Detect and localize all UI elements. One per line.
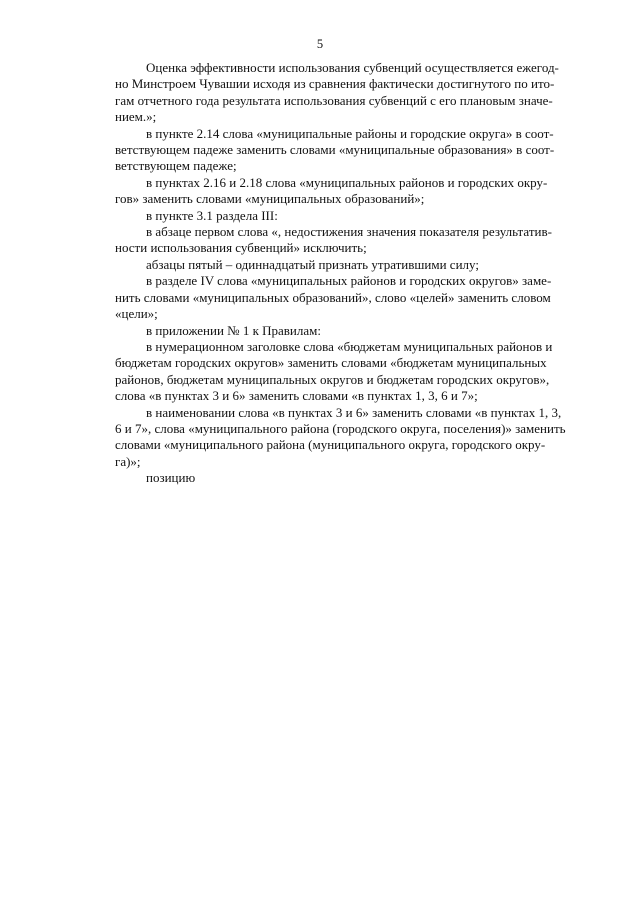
paragraph-subparagraphs-void: абзацы пятый – одиннадцатый признать утратившими силу; bbox=[146, 256, 479, 272]
paragraph-clause-3-1-section-3: в пункте 3.1 раздела III: bbox=[146, 207, 278, 223]
document-body bbox=[115, 60, 594, 487]
paragraph-section-4: в разделе IV слова «муниципальных районов и городских округов» заме- нить словами «муниципальных образований», слово «целей» заменить словом «цели»; bbox=[115, 273, 552, 322]
page-number: 5 bbox=[316, 37, 324, 51]
paragraph-clauses-2-16-2-18: в пунктах 2.16 и 2.18 слова «муниципальных районов и городских окру- гов» заменить словами «муниципальных образований»; bbox=[115, 174, 548, 207]
paragraph-numbering-header: в нумерационном заголовке слова «бюджетам муниципальных районов и бюджетам городских округов» заменить словами «бюджетам муниципальных районов, бюджетам муниципальных округов и бюджетам городских округов», слова «в пунктах 3 и 6» заменить словами «в пунктах 1, 3, 6 и 7»; bbox=[115, 338, 553, 404]
paragraph-clause-2-14: в пункте 2.14 слова «муниципальные районы и городские округа» в соот- ветствующем падеже заменить словами «муниципальные образования» в соот- ветствующем падеже; bbox=[115, 125, 555, 174]
paragraph-efficiency-assessment: Оценка эффективности использования субвенций осуществляется ежегод- но Минстроем Чувашии исходя из сравнения фактически достигнутого по ито- гам отчетного года результата использования субвенций с его плановым значе- нием.»; bbox=[115, 60, 559, 125]
paragraph-position: позицию bbox=[146, 470, 196, 486]
paragraph-first-subparagraph: в абзаце первом слова «, недостижения значения показателя результатив- ности использования субвенций» исключить; bbox=[115, 224, 552, 256]
paragraph-title-change: в наименовании слова «в пунктах 3 и 6» заменить словами «в пунктах 1, 3, 6 и 7», слова «муниципального района (городского округа, поселения)» заменить словами «муниципального района (муниципального округа, городского окру- га)»; bbox=[115, 404, 566, 469]
paragraph-appendix-1: в приложении № 1 к Правилам: bbox=[146, 322, 321, 338]
